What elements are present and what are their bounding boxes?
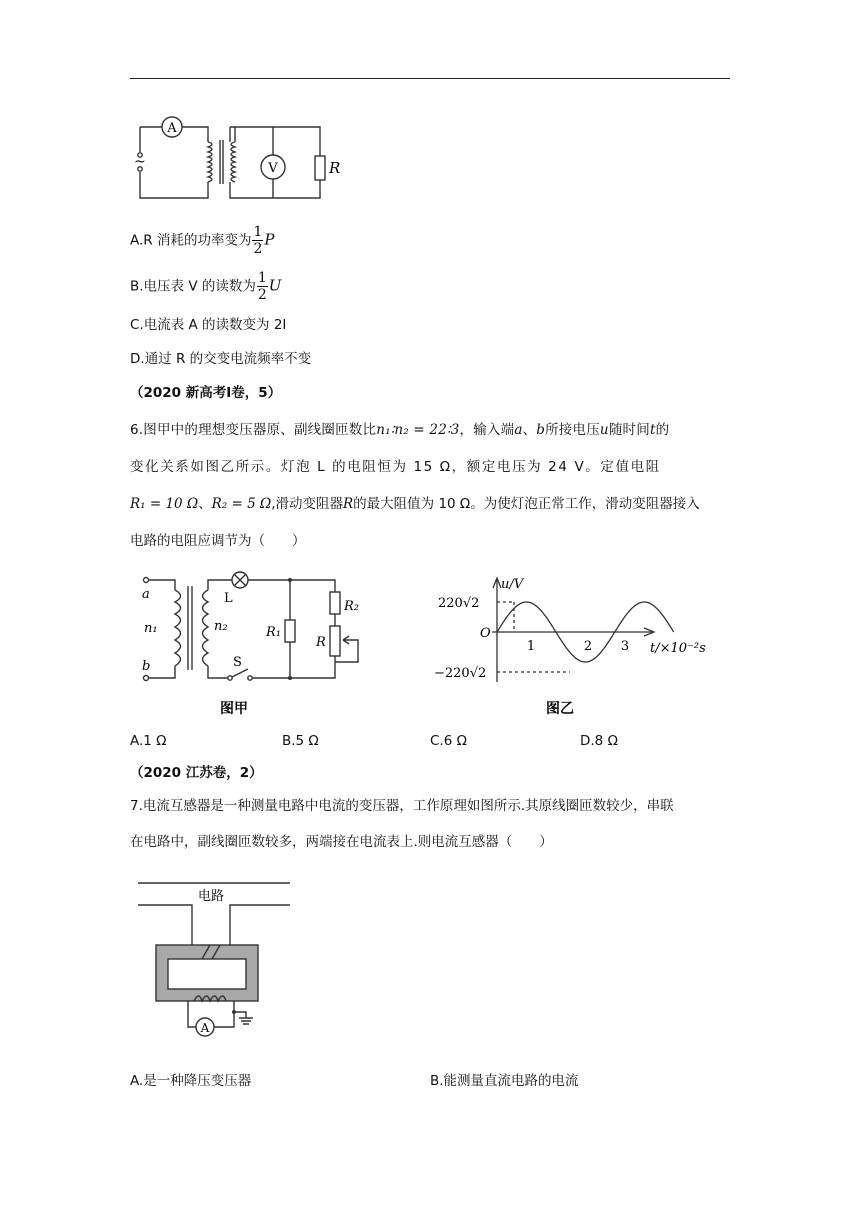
source-q7: （2020 江苏卷，2） (130, 765, 263, 781)
switch-label: S (233, 655, 242, 670)
current-transformer-figure (130, 875, 300, 1050)
q6-line-2: 变化关系如图乙所示。灯泡 L 的电阻恒为 15 Ω，额定电压为 24 V。定值电阻 (130, 459, 661, 475)
header-rule (130, 78, 730, 79)
q6-line-1: 6.图甲中的理想变压器原、副线圈匝数比n₁∶n₂ = 22∶3，输入端a、b所接电压u随时间t的 (130, 422, 670, 438)
x-tick-2: 2 (583, 639, 593, 654)
x-tick-3: 3 (620, 639, 630, 654)
q7-line-2: 在电路中，副线圈匝数较多，两端接在电流表上.则电流互感器（ ） (130, 834, 553, 850)
resistor-label: R (329, 159, 340, 177)
q5-option-c: C.电流表 A 的读数变为 2I (130, 317, 287, 333)
ac-source-symbol: ~ (134, 154, 146, 170)
figure-yi-caption: 图乙 (546, 701, 574, 717)
terminal-b-label: b (142, 659, 151, 674)
q5-option-b: B.电压表 V 的读数为 $\frac{1}{2}$ U (130, 270, 282, 303)
ammeter-label-q7: A (200, 1021, 210, 1035)
circuit-figure-jia (130, 570, 390, 720)
figure-jia-caption: 图甲 (220, 701, 248, 717)
q6-option-b: B.5 Ω (282, 733, 319, 749)
y-min-label: −220√2 (434, 666, 487, 681)
transformer-circuit-figure (130, 110, 340, 210)
q7-line-1: 7.电流互感器是一种测量电路中电流的变压器，工作原理如图所示.其原线圈匝数较少，串联 (130, 798, 674, 814)
r1-label: R₁ (266, 625, 281, 640)
q6-line-4: 电路的电阻应调节为（ ） (130, 533, 306, 549)
x-axis-label: t/×10⁻²s (650, 641, 706, 656)
x-tick-1: 1 (526, 639, 536, 654)
n1-label: n₁ (144, 621, 158, 636)
q5-option-a: A.R 消耗的功率变为 $\frac{1}{2}$ P (130, 224, 275, 257)
terminal-a-label: a (142, 587, 150, 602)
r-label: R (316, 635, 326, 650)
n2-label: n₂ (214, 619, 228, 634)
q5-option-d: D.通过 R 的交变电流频率不变 (130, 351, 312, 367)
source-q6: （2020 新高考Ⅰ卷，5） (130, 385, 282, 401)
y-axis-label: u/V (501, 577, 524, 592)
voltmeter-label: V (268, 161, 278, 176)
q6-stem (130, 412, 734, 560)
voltage-time-graph-yi (430, 570, 730, 720)
y-max-label: 220√2 (438, 596, 480, 611)
circuit-label: 电路 (197, 889, 225, 904)
r2-label: R₂ (344, 599, 359, 614)
origin-label: O (480, 626, 491, 641)
q6-option-d: D.8 Ω (580, 733, 618, 749)
ammeter-label: A (167, 121, 177, 136)
q6-line-3: R₁ = 10 Ω、R₂ = 5 Ω,滑动变阻器R的最大阻值为 10 Ω。为使灯泡正常工作，滑动变阻器接入 (130, 496, 700, 512)
q7-option-a: A.是一种降压变压器 (130, 1073, 252, 1089)
q7-option-b: B.能测量直流电路的电流 (430, 1073, 579, 1089)
q6-option-a: A.1 Ω (130, 733, 167, 749)
q6-option-c: C.6 Ω (430, 733, 467, 749)
lamp-label: L (224, 591, 233, 606)
